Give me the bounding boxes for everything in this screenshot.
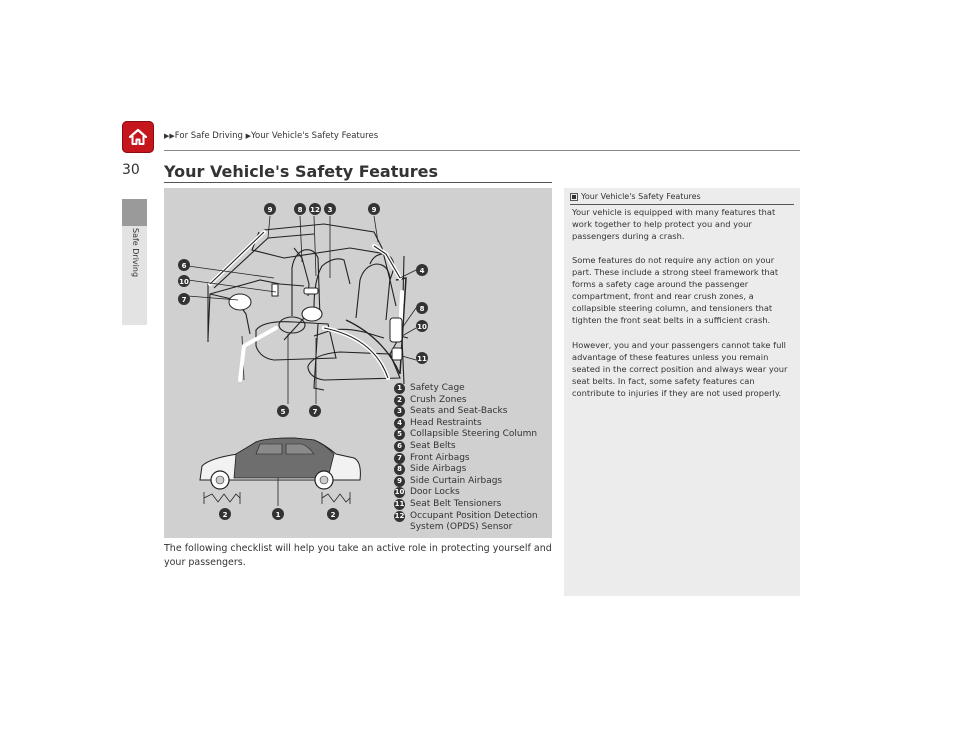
legend-number: 8 — [394, 464, 405, 475]
callout-label: 6 — [181, 262, 187, 270]
side-tab-label: Safe Driving — [131, 228, 140, 278]
breadcrumb-current: Your Vehicle's Safety Features — [250, 131, 379, 141]
header-divider — [164, 150, 800, 151]
legend-label: Collapsible Steering Column — [410, 429, 538, 440]
legend-item — [394, 383, 550, 394]
legend-label: Crush Zones — [410, 394, 467, 405]
callout-label: 9 — [267, 206, 273, 214]
sidebar-paragraph: However, you and your passengers cannot take full advantage of these features unless you remain seated in the correct position and always wear your seat belts. In fact, some safety features can contribute to injuries if they are not used properly. — [572, 340, 788, 399]
callout-label: 5 — [280, 408, 286, 416]
legend-label: Head Restraints — [410, 417, 482, 428]
legend-item — [394, 487, 550, 498]
home-icon — [127, 127, 149, 147]
legend-label: Front Airbags — [410, 452, 470, 463]
legend-item — [394, 406, 550, 417]
legend-label: Seat Belts — [410, 441, 456, 451]
breadcrumb-arrow-icon: ▶▶ — [164, 132, 175, 140]
legend-number: 11 — [394, 500, 405, 508]
breadcrumb-link-for-safe-driving[interactable]: For Safe Driving — [174, 131, 243, 141]
legend-label: Seat Belt Tensioners — [410, 499, 502, 509]
legend-label: Side Airbags — [410, 464, 467, 475]
legend-number: 2 — [394, 395, 405, 406]
legend-number: 1 — [394, 383, 405, 394]
callout-label: 7 — [181, 296, 187, 304]
legend-item — [394, 441, 550, 452]
callout-label: 9 — [371, 206, 377, 214]
legend-item — [394, 429, 550, 440]
legend-item — [394, 476, 550, 487]
legend-item — [394, 511, 550, 533]
callout-label: 8 — [419, 305, 425, 313]
legend-item — [394, 453, 550, 464]
legend-number: 10 — [394, 488, 405, 497]
page-number: 30 — [122, 162, 140, 178]
safety-features-illustration — [164, 188, 552, 538]
sidebar-paragraph: Your vehicle is equipped with many features that work together to help protect you and your passengers during a crash. — [572, 207, 776, 242]
legend-label: Seats and Seat-Backs — [410, 406, 508, 417]
legend-label: Safety Cage — [410, 383, 465, 393]
sidebar-divider — [570, 204, 794, 205]
title-divider — [164, 182, 552, 183]
legend-number: 3 — [394, 406, 405, 417]
breadcrumb — [164, 131, 378, 141]
legend-label: Side Curtain Airbags — [410, 475, 503, 486]
legend-item — [394, 499, 550, 510]
legend-label: Occupant Position Detection System (OPDS) Sensor — [410, 510, 538, 532]
legend-number: 4 — [394, 418, 405, 429]
sidebar-paragraph: Some features do not require any action on your part. These include a strong steel framework that forms a safety cage around the passenger compartment, front and rear crush zones, a collapsible steering column, and tensioners that tighten the front seat belts in a sufficient crash. — [572, 255, 779, 326]
callout-label: 2 — [330, 511, 336, 519]
legend-label: Door Locks — [410, 487, 460, 498]
sidebar-heading-text: Your Vehicle's Safety Features — [581, 192, 701, 201]
callout-label: 3 — [327, 206, 333, 214]
callout-label: 1 — [275, 511, 281, 519]
body-paragraph: The following checklist will help you take an active role in protecting yourself and your passengers. — [164, 543, 552, 568]
callout-label: 11 — [417, 355, 427, 363]
legend-item — [394, 395, 550, 406]
legend-number: 7 — [394, 453, 405, 464]
legend-item — [394, 418, 550, 429]
home-button[interactable] — [122, 121, 154, 153]
sidebar-heading — [570, 192, 701, 201]
breadcrumb-arrow-icon: ▶ — [245, 132, 251, 140]
note-icon — [570, 193, 578, 201]
sidebar-note — [564, 188, 800, 596]
legend-number: 6 — [394, 441, 405, 452]
legend-number: 12 — [394, 511, 405, 520]
car-side-view — [200, 438, 360, 506]
callout-label: 7 — [312, 408, 318, 416]
legend-number: 9 — [394, 476, 405, 487]
callout-label: 8 — [297, 206, 303, 214]
legend-item — [394, 464, 550, 475]
legend-number: 5 — [394, 429, 405, 440]
callout-label: 10 — [179, 278, 189, 286]
side-tab-marker — [122, 199, 147, 226]
callout-label: 12 — [310, 206, 320, 214]
callout-label: 10 — [417, 323, 427, 331]
callout-label: 4 — [419, 267, 425, 275]
page-title: Your Vehicle's Safety Features — [164, 162, 439, 181]
callout-label: 2 — [222, 511, 228, 519]
